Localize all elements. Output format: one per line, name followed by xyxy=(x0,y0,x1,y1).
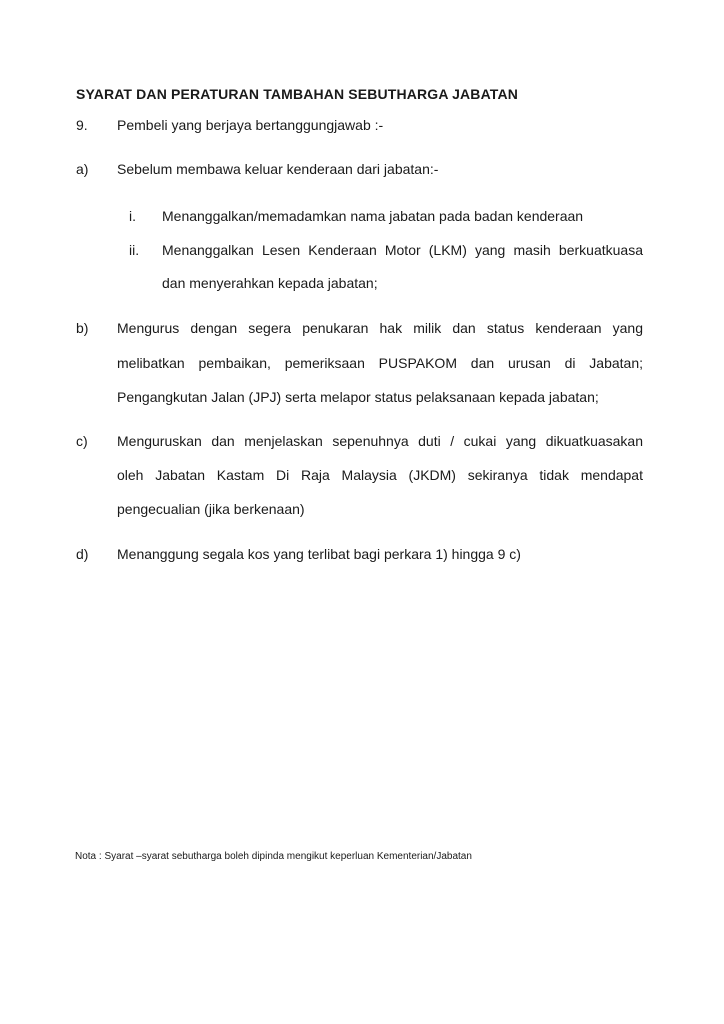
section-number: 9. xyxy=(76,117,88,133)
subitem-i-text: Menanggalkan/memadamkan nama jabatan pada badan kenderaan xyxy=(162,208,584,224)
item-b-line-3: Pengangkutan Jalan (JPJ) serta melapor status pelaksanaan kepada jabatan; xyxy=(117,389,599,405)
subitem-ii-marker: ii. xyxy=(129,242,140,258)
document-heading: SYARAT DAN PERATURAN TAMBAHAN SEBUTHARGA JABATAN xyxy=(76,86,518,102)
item-c-line-1: Menguruskan dan menjelaskan sepenuhnya duti / cukai yang dikuatkuasakan xyxy=(117,433,643,449)
item-a-marker: a) xyxy=(76,161,89,177)
item-a-text: Sebelum membawa keluar kenderaan dari jabatan:- xyxy=(117,161,439,177)
item-c-line-3: pengecualian (jika berkenaan) xyxy=(117,501,305,517)
item-b-line-2: melibatkan pembaikan, pemeriksaan PUSPAKOM dan urusan di Jabatan; xyxy=(117,355,643,371)
subitem-ii-line-2: dan menyerahkan kepada jabatan; xyxy=(162,275,378,291)
footnote: Nota : Syarat –syarat sebutharga boleh dipinda mengikut keperluan Kementerian/Jabatan xyxy=(75,851,472,862)
item-c-marker: c) xyxy=(76,433,88,449)
subitem-i-marker: i. xyxy=(129,208,136,224)
item-b-marker: b) xyxy=(76,320,89,336)
item-c-line-2: oleh Jabatan Kastam Di Raja Malaysia (JKDM) sekiranya tidak mendapat xyxy=(117,467,643,483)
item-d-text: Menanggung segala kos yang terlibat bagi perkara 1) hingga 9 c) xyxy=(117,546,521,562)
subitem-ii-line-1: Menanggalkan Lesen Kenderaan Motor (LKM) yang masih berkuatkuasa xyxy=(162,242,643,258)
item-b-line-1: Mengurus dengan segera penukaran hak milik dan status kenderaan yang xyxy=(117,320,643,336)
section-intro: Pembeli yang berjaya bertanggungjawab :- xyxy=(117,117,384,133)
item-d-marker: d) xyxy=(76,546,89,562)
